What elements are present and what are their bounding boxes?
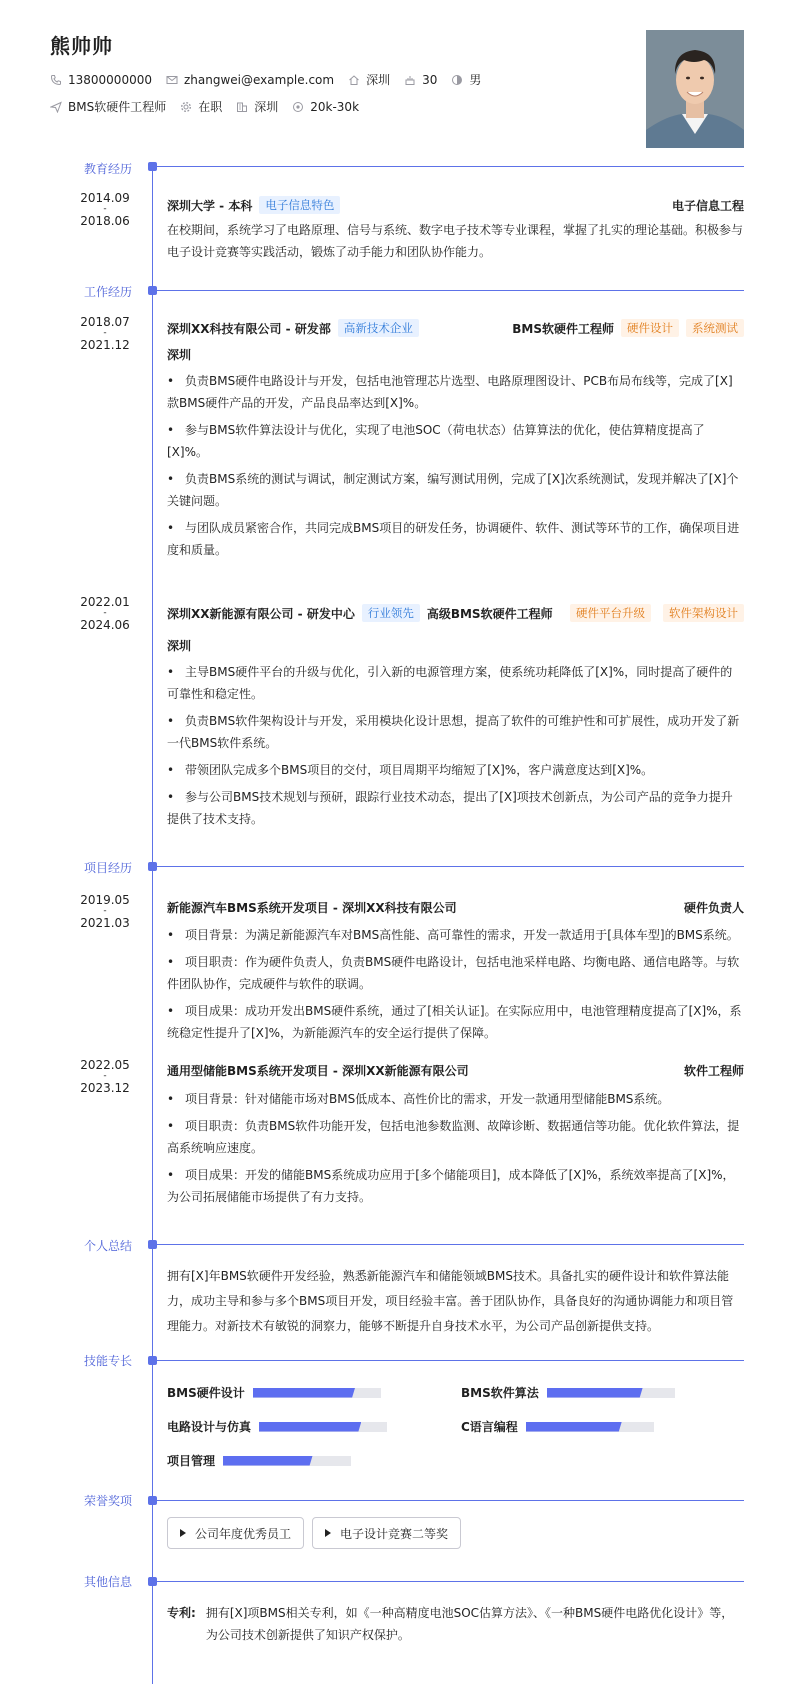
cake-icon [404, 74, 416, 86]
section-divider [157, 166, 744, 167]
skill-level-bar [547, 1388, 675, 1398]
status-item [180, 98, 222, 115]
school-name: 深圳大学 - 本科 [167, 198, 253, 213]
project-date: 2019.05 - 2021.03 [80, 893, 130, 930]
city-item [348, 71, 390, 88]
education-date: 2014.09 - 2018.06 [80, 191, 130, 228]
skill-name: 项目管理 [167, 1454, 216, 1468]
other-label: 专利: [167, 1606, 196, 1620]
project-bullets [167, 924, 744, 1049]
section-marker [148, 162, 157, 171]
section-marker [148, 1577, 157, 1586]
section-marker [148, 862, 157, 871]
phone-icon [50, 74, 62, 86]
list-item: • 主导BMS硬件平台的升级与优化，引入新的电源管理方案，使系统功耗降低了[X]%，同时提高了硬件的可靠性和稳定性。 [167, 665, 733, 701]
list-item: • 项目背景：为满足新能源汽车对BMS高性能、高可靠性的需求，开发一款适用于[具体车型]的BMS系统。 [167, 928, 739, 942]
project-name: 新能源汽车BMS系统开发项目 - 深圳XX科技有限公司 [167, 901, 457, 915]
phone-text: 13800000000 [68, 72, 152, 87]
skill-level-fill [259, 1422, 361, 1432]
timeline-line [152, 170, 153, 1684]
skill-item [461, 1418, 654, 1435]
skill-item [167, 1452, 351, 1469]
skill-level-fill [253, 1388, 355, 1398]
skill-level-bar [223, 1456, 351, 1466]
project-date: 2022.05 - 2023.12 [80, 1058, 130, 1095]
gender-item [451, 71, 481, 88]
list-item: • 项目背景：针对储能市场对BMS低成本、高性价比的需求，开发一款通用型储能BMS系统。 [167, 1092, 670, 1106]
list-item: • 项目职责：作为硬件负责人，负责BMS硬件电路设计，包括电池采样电路、均衡电路、通信电路等。与软件团队协作，完成硬件与软件的联调。 [167, 955, 740, 991]
city-text: 深圳 [366, 73, 391, 87]
section-title-education: 教育经历 [83, 162, 132, 176]
section-title-work: 工作经历 [83, 285, 132, 299]
skill-item [461, 1384, 675, 1401]
major-name: 电子信息工程 [671, 198, 744, 213]
section-divider [157, 1581, 744, 1582]
list-item: • 带领团队完成多个BMS项目的交付，项目周期平均缩短了[X]%，客户满意度达到[X]%。 [167, 763, 654, 777]
other-info [167, 1602, 744, 1646]
section-divider [157, 290, 744, 291]
section-marker [148, 1240, 157, 1249]
contact-row [50, 71, 495, 88]
section-title-awards: 荣誉奖项 [83, 1494, 132, 1508]
list-item: • 负责BMS系统的测试与调试，制定测试方案，编写测试用例，完成了[X]次系统测试，发现并解决了[X]个关键问题。 [167, 472, 739, 508]
project-name: 通用型储能BMS系统开发项目 - 深圳XX新能源有限公司 [167, 1064, 469, 1078]
skill-tag: 系统测试 [686, 319, 744, 337]
section-divider [157, 1244, 744, 1245]
skill-tag: 硬件平台升级 [570, 604, 651, 622]
work-date: 2022.01 - 2024.06 [80, 595, 130, 632]
skill-level-fill [223, 1456, 313, 1466]
home-icon [348, 74, 360, 86]
skill-name: BMS硬件设计 [167, 1386, 245, 1400]
project-heading [167, 1062, 744, 1079]
list-item: • 项目成果：成功开发出BMS硬件系统，通过了[相关认证]。在实际应用中，电池管理精度提高了[X]%，系统稳定性提升了[X]%，为新能源汽车的安全运行提供了保障。 [167, 1004, 742, 1040]
send-icon [50, 101, 62, 113]
section-divider [157, 1500, 744, 1501]
skill-level-bar [526, 1422, 654, 1432]
list-item: • 与团队成员紧密合作，共同完成BMS项目的研发任务，协调硬件、软件、测试等环节的工作，确保项目进度和质量。 [167, 521, 740, 557]
section-marker [148, 1496, 157, 1505]
email-text: zhangwei@example.com [183, 72, 335, 87]
position-item [50, 98, 166, 115]
project-role: 软件工程师 [683, 1064, 744, 1078]
work-heading [167, 319, 744, 337]
age-text: 30 [422, 72, 438, 87]
section-divider [157, 866, 744, 867]
work-location: 深圳 [167, 348, 192, 362]
list-item: • 参与公司BMS技术规划与预研，跟踪行业技术动态，提出了[X]项技术创新点，为公司产品的竞争力提升提供了技术支持。 [167, 790, 733, 826]
work-bullets [167, 661, 744, 835]
summary-text: 拥有[X]年BMS软硬件开发经验，熟悉新能源汽车和储能领域BMS技术。具备扎实的硬件设计和软件算法能力，成功主导和参与多个BMS项目开发，项目经验丰富。善于团队协作，具备良好的沟通协调能力和项目管理能力。对新技术有敏锐的洞察力，能够不断提升自身技术水平，为公司产品创新提供支持。 [167, 1269, 734, 1333]
project-heading [167, 899, 744, 916]
work-heading [167, 604, 744, 622]
play-icon [325, 1529, 331, 1537]
coin-icon [292, 101, 304, 113]
candidate-name: 熊帅帅 [50, 34, 113, 58]
skill-level-fill [526, 1422, 622, 1432]
list-item: • 参与BMS软件算法设计与优化，实现了电池SOC（荷电状态）估算算法的优化，使估算精度提高了[X]%。 [167, 423, 705, 459]
skill-level-bar [259, 1422, 387, 1432]
education-heading [167, 196, 744, 214]
education-tag: 电子信息特色 [259, 196, 340, 214]
company-name: 深圳XX科技有限公司 - 研发部 [167, 321, 331, 336]
list-item: • 负责BMS硬件电路设计与开发，包括电池管理芯片选型、电路原理图设计、PCB布局布线等，完成了[X]款BMS硬件产品的开发，产品良品率达到[X]%。 [167, 374, 733, 410]
list-item: • 负责BMS软件架构设计与开发，采用模块化设计思想，提高了软件的可维护性和可扩展性，成功开发了新一代BMS软件系统。 [167, 714, 740, 750]
job-intent-row [50, 98, 373, 115]
gear-icon [180, 101, 192, 113]
job-title: 高级BMS软硬件工程师 [426, 606, 553, 621]
section-divider [157, 1360, 744, 1361]
section-title-summary: 个人总结 [83, 1239, 132, 1253]
project-role: 硬件负责人 [683, 901, 744, 915]
job-title: BMS软硬件工程师 [512, 321, 614, 336]
skill-level-bar [253, 1388, 381, 1398]
award-text: 公司年度优秀员工 [195, 1526, 292, 1541]
salary-item [292, 100, 359, 114]
project-bullets [167, 1088, 744, 1213]
email-item [166, 73, 334, 87]
award-text: 电子设计竞赛二等奖 [340, 1526, 449, 1541]
company-tag: 高新技术企业 [338, 319, 419, 337]
other-text: 拥有[X]项BMS相关专利，如《一种高精度电池SOC估算方法》、《一种BMS硬件电路优化设计》等，为公司技术创新提供了知识产权保护。 [205, 1606, 734, 1642]
skill-item [167, 1418, 387, 1435]
target-city-text: 深圳 [254, 100, 279, 114]
company-name: 深圳XX新能源有限公司 - 研发中心 [167, 606, 355, 621]
skill-item [167, 1384, 381, 1401]
skill-tag: 硬件设计 [621, 319, 679, 337]
section-title-skills: 技能专长 [83, 1354, 132, 1368]
section-marker [148, 1356, 157, 1365]
skill-name: BMS软件算法 [461, 1386, 539, 1400]
company-tag: 行业领先 [362, 604, 420, 622]
list-item: • 项目职责：负责BMS软件功能开发，包括电池参数监测、故障诊断、数据通信等功能。优化软件算法，提高系统响应速度。 [167, 1119, 740, 1155]
award-item [312, 1517, 461, 1549]
work-location: 深圳 [167, 639, 192, 653]
age-item [404, 73, 437, 87]
building-icon [236, 101, 248, 113]
profile-photo [646, 30, 744, 148]
phone-item [50, 73, 152, 87]
position-text: BMS软硬件工程师 [68, 100, 167, 114]
resume-header [50, 26, 750, 156]
skill-level-fill [547, 1388, 643, 1398]
work-bullets [167, 370, 744, 566]
gender-icon [451, 74, 463, 86]
section-marker [148, 286, 157, 295]
status-text: 在职 [198, 100, 223, 114]
skill-tag: 软件架构设计 [663, 604, 744, 622]
salary-text: 20k-30k [310, 99, 360, 114]
section-title-other: 其他信息 [83, 1575, 132, 1589]
section-title-projects: 项目经历 [83, 861, 132, 875]
award-item [167, 1517, 304, 1549]
education-description: 在校期间，系统学习了电路原理、信号与系统、数字电子技术等专业课程，掌握了扎实的理论基础。积极参与电子设计竞赛等实践活动，锻炼了动手能力和团队协作能力。 [167, 223, 744, 259]
work-date: 2018.07 - 2021.12 [80, 315, 130, 352]
play-icon [180, 1529, 186, 1537]
mail-icon [166, 74, 178, 86]
list-item: • 项目成果：开发的储能BMS系统成功应用于[多个储能项目]，成本降低了[X]%，系统效率提高了[X]%，为公司拓展储能市场提供了有力支持。 [167, 1168, 735, 1204]
target-city-item [236, 98, 278, 115]
skill-name: 电路设计与仿真 [167, 1420, 252, 1434]
gender-text: 男 [469, 73, 482, 87]
skill-name: C语言编程 [461, 1420, 518, 1434]
